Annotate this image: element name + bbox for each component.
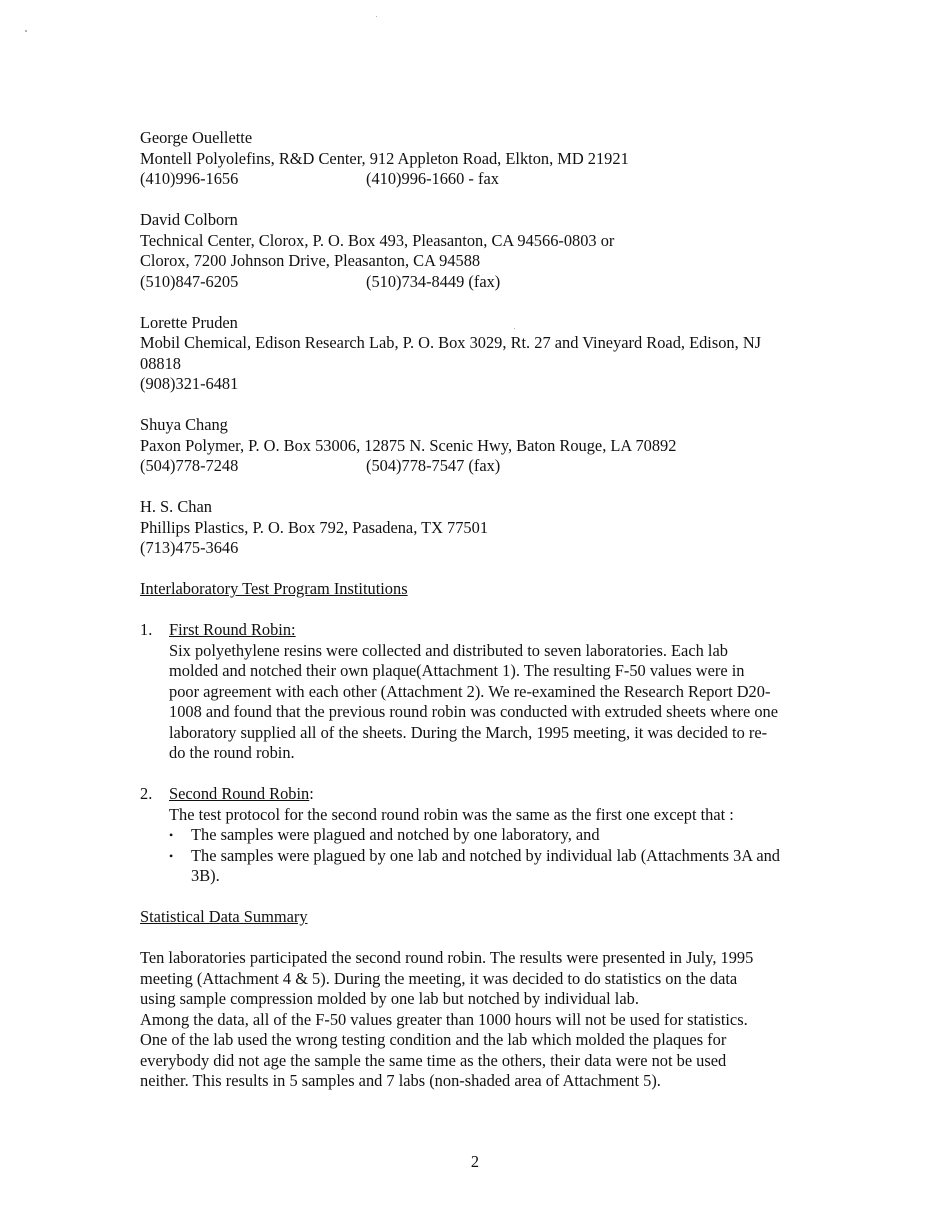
contact-block <box>140 313 820 395</box>
bullet-line: The samples were plagued by one lab and notched by individual lab (Attachments 3A and <box>191 845 780 865</box>
bullet-icon: • <box>169 828 174 842</box>
round-robin-item <box>140 784 820 887</box>
contact-phone-row <box>140 272 820 293</box>
round-robin-title: Second Round Robin <box>169 784 310 803</box>
paragraph-line: do the round robin. <box>169 743 295 762</box>
section-heading-institutions: Interlaboratory Test Program Institutions <box>140 579 408 598</box>
contact-phone-row <box>140 169 820 190</box>
contact-address-line: Phillips Plastics, P. O. Box 792, Pasadena, TX 77501 <box>140 517 489 537</box>
contact-name: David Colborn <box>140 210 238 229</box>
paragraph-line: poor agreement with each other (Attachment 2). We re-examined the Research Report D20- <box>169 681 771 701</box>
bullet-line: 3B). <box>191 866 220 885</box>
contact-address-line: 08818 <box>140 353 181 373</box>
paragraph-line: everybody did not age the sample the same time as the others, their data were not be used <box>140 1050 727 1070</box>
page-number: 2 <box>470 1152 480 1171</box>
contact-address-line: Clorox, 7200 Johnson Drive, Pleasanton, CA 94588 <box>140 251 481 270</box>
contact-address-line: Montell Polyolefins, R&D Center, 912 Appleton Road, Elkton, MD 21921 <box>140 148 629 168</box>
scan-speck <box>376 16 377 17</box>
round-robin-title-line <box>169 784 820 805</box>
contact-block <box>140 497 820 559</box>
contact-phone: (908)321-6481 <box>140 374 239 393</box>
contact-address-line: Paxon Polymer, P. O. Box 53006, 12875 N. Scenic Hwy, Baton Rouge, LA 70892 <box>140 435 677 455</box>
contact-fax: (504)778-7547 (fax) <box>366 456 501 475</box>
bullet-item <box>169 846 820 887</box>
contact-address-line: Mobil Chemical, Edison Research Lab, P. O. Box 3029, Rt. 27 and Vineyard Road, Edison, NJ <box>140 333 762 352</box>
contact-fax: (410)996-1660 - fax <box>366 169 499 188</box>
round-robin-title-suffix: : <box>309 784 314 803</box>
list-number: 1. <box>140 620 153 639</box>
round-robin-list <box>140 620 820 887</box>
scan-speck <box>25 30 27 32</box>
list-number: 2. <box>140 784 153 803</box>
paragraph-line: The test protocol for the second round robin was the same as the first one except that : <box>169 804 734 824</box>
summary-paragraph <box>140 948 820 1092</box>
summary-heading-block <box>140 907 820 928</box>
section-heading-summary: Statistical Data Summary <box>140 907 308 926</box>
round-robin-item <box>140 620 820 764</box>
paragraph-line: using sample compression molded by one lab but notched by individual lab. <box>140 989 639 1008</box>
paragraph-line: meeting (Attachment 4 & 5). During the meeting, it was decided to do statistics on the data <box>140 968 738 988</box>
paragraph-line: Six polyethylene resins were collected and distributed to seven laboratories. Each lab <box>169 640 728 660</box>
contact-phone: (510)847-6205 <box>140 271 239 291</box>
institutions-heading-block <box>140 579 820 600</box>
contact-phone: (410)996-1656 <box>140 169 239 188</box>
round-robin-title: First Round Robin: <box>169 620 296 639</box>
contact-phone: (713)475-3646 <box>140 538 239 557</box>
document-page <box>140 128 820 1092</box>
paragraph-line: neither. This results in 5 samples and 7 labs (non-shaded area of Attachment 5). <box>140 1071 661 1090</box>
contact-block <box>140 210 820 292</box>
contact-name: Shuya Chang <box>140 415 228 434</box>
contact-address-line: Technical Center, Clorox, P. O. Box 493, Pleasanton, CA 94566-0803 or <box>140 230 615 250</box>
contact-phone-row <box>140 374 820 395</box>
paragraph-line: Among the data, all of the F-50 values greater than 1000 hours will not be used for statistics. <box>140 1009 748 1029</box>
paragraph-line: Ten laboratories participated the second round robin. The results were presented in July, 1995 <box>140 948 754 967</box>
contact-phone-row <box>140 456 820 477</box>
paragraph-line: molded and notched their own plaque(Attachment 1). The resulting F-50 values were in <box>169 661 745 680</box>
contact-phone-row <box>140 538 820 559</box>
contact-name: George Ouellette <box>140 128 253 147</box>
contacts-section <box>140 128 820 559</box>
contact-fax: (510)734-8449 (fax) <box>366 271 501 291</box>
contact-phone: (504)778-7248 <box>140 456 239 475</box>
paragraph-line: One of the lab used the wrong testing condition and the lab which molded the plaques for <box>140 1030 727 1049</box>
bullet-line: The samples were plagued and notched by one laboratory, and <box>191 825 600 844</box>
paragraph-line: 1008 and found that the previous round robin was conducted with extruded sheets where one <box>169 702 779 721</box>
contact-name: Lorette Pruden <box>140 312 238 332</box>
paragraph-line: laboratory supplied all of the sheets. During the March, 1995 meeting, it was decided to re- <box>169 722 768 742</box>
contact-block <box>140 415 820 477</box>
round-robin-title-line <box>169 620 820 641</box>
contact-block <box>140 128 820 190</box>
bullet-list <box>169 825 820 887</box>
bullet-item <box>169 825 820 846</box>
bullet-icon: • <box>169 848 174 863</box>
contact-name: H. S. Chan <box>140 497 212 516</box>
